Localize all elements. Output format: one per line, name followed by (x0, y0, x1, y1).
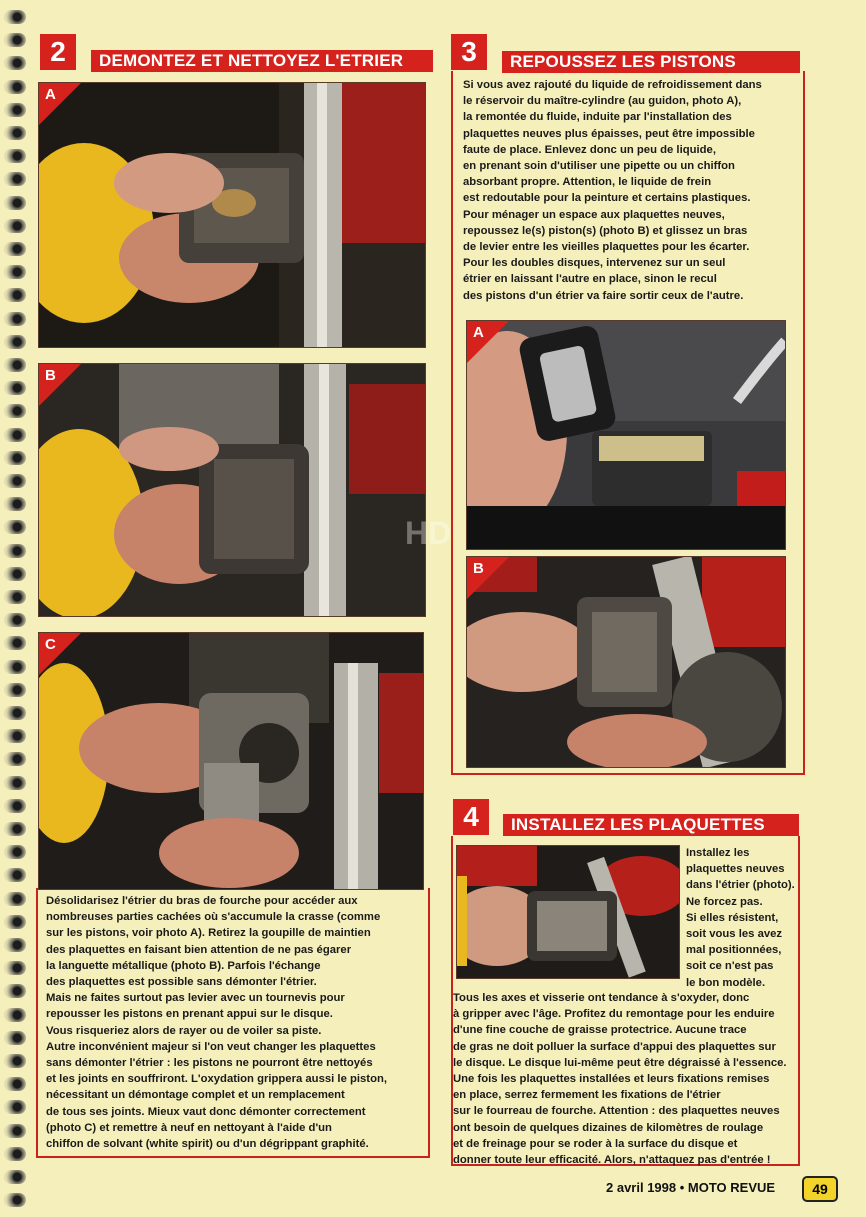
spiral-ring (4, 80, 26, 94)
spiral-ring (4, 33, 26, 47)
spiral-ring (4, 1077, 26, 1091)
text-line: des pistons d'un étrier va faire sortir ceux de l'autre. (463, 289, 744, 302)
photo-2a (38, 82, 426, 348)
spiral-ring (4, 706, 26, 720)
text-line: Une fois les plaquettes installées et leurs fixations remises (453, 1073, 770, 1086)
spiral-binding (0, 0, 30, 1217)
spiral-ring (4, 1008, 26, 1022)
photo-3b-corner (467, 557, 509, 599)
text-line: et les joints en souffriront. L'oxydation grippera aussi le piston, (46, 1073, 388, 1086)
spiral-ring (4, 1031, 26, 1045)
step-2-title: DEMONTEZ ET NETTOYEZ L'ETRIER (91, 50, 433, 72)
footer-issue: 2 avril 1998 • MOTO REVUE (606, 1180, 776, 1195)
text-line: le réservoir du maître-cylindre (au guidon, photo A), (463, 95, 742, 108)
step-2-number: 2 (40, 34, 76, 70)
step-4-number: 4 (453, 799, 489, 835)
spiral-ring (4, 10, 26, 24)
text-line: le disque. Le disque lui-même peut être dégraissé à l'essence. (453, 1056, 787, 1069)
text-line: nécessitant un démontage complet et un remplacement (46, 1089, 345, 1102)
text-line: la remontée du fluide, induite par l'installation des (463, 111, 732, 124)
spiral-ring (4, 892, 26, 906)
spiral-ring (4, 451, 26, 465)
text-line: faute de place. Enlevez donc un peu de liquide, (463, 143, 716, 156)
text-line: en prenant soin d'utiliser une pipette ou un chiffon (463, 160, 735, 173)
text-line: absorbant propre. Attention, le liquide de frein (463, 176, 712, 189)
text-line: d'une fine couche de graisse protectrice. Aucune trace (453, 1024, 747, 1037)
text-line: des plaquettes en faisant bien attention de ne pas égarer (46, 943, 352, 956)
spiral-ring (4, 1147, 26, 1161)
text-line: nombreuses parties cachées où s'accumule la crasse (comme (46, 911, 381, 924)
spiral-ring (4, 1193, 26, 1207)
spiral-ring (4, 126, 26, 140)
text-line: Mais ne faites surtout pas levier avec un tournevis pour (46, 992, 345, 1005)
spiral-ring (4, 567, 26, 581)
photo-2c-label: C (45, 636, 56, 653)
spiral-ring (4, 1170, 26, 1184)
spiral-ring (4, 729, 26, 743)
text-line: et de freinage pour se roder à la surface du disque et (453, 1137, 738, 1150)
spiral-ring (4, 961, 26, 975)
spiral-ring (4, 799, 26, 813)
spiral-ring (4, 660, 26, 674)
spiral-ring (4, 404, 26, 418)
spiral-ring (4, 428, 26, 442)
text-line: Vous risqueriez alors de rayer ou de voiler sa piste. (46, 1024, 322, 1037)
photo-3b (466, 556, 786, 768)
spiral-ring (4, 938, 26, 952)
text-line: Désolidarisez l'étrier du bras de fourche pour accéder aux (46, 895, 358, 907)
spiral-ring (4, 868, 26, 882)
photo-3a-label: A (473, 324, 484, 341)
spiral-ring (4, 1100, 26, 1114)
photo-2a-label: A (45, 86, 56, 103)
spiral-ring (4, 149, 26, 163)
step-3-title: REPOUSSEZ LES PISTONS (502, 51, 800, 73)
text-line: la languette métallique (photo B). Parfois l'échange (46, 959, 321, 972)
step-4-body (453, 990, 798, 1168)
photo-4 (456, 845, 680, 979)
text-line: Tous les axes et visserie ont tendance à s'oxyder, donc (453, 992, 750, 1004)
text-line: étrier en laissant l'autre en place, sinon le recul (463, 273, 717, 286)
text-line: en place, serrez fermement les fixations de l'étrier (453, 1089, 721, 1102)
text-line: de tous ses joints. Mieux vaut donc démonter correctement (46, 1105, 366, 1118)
spiral-ring (4, 56, 26, 70)
step-4-side-text (686, 845, 796, 991)
text-line: des plaquettes est possible sans démonter l'étrier. (46, 976, 317, 989)
text-line: plaquettes neuves (686, 863, 785, 876)
photo-2b-label: B (45, 367, 56, 384)
text-line: ont besoin de quelques dizaines de kilomètres de roulage (453, 1121, 764, 1134)
photo-2c-corner (39, 633, 81, 675)
text-line: de levier entre les vieilles plaquettes pour les écarter. (463, 241, 750, 254)
text-line: chiffon de solvant (white spirit) ou d'un dégrippant graphité. (46, 1138, 369, 1151)
spiral-ring (4, 1124, 26, 1138)
spiral-ring (4, 358, 26, 372)
watermark-logo: HD (405, 515, 452, 551)
text-line: de gras ne doit polluer la surface d'appui des plaquettes sur (453, 1040, 776, 1053)
text-line: repoussez le(s) piston(s) (photo B) et glissez un bras (463, 224, 748, 237)
spiral-ring (4, 196, 26, 210)
photo-3a-corner (467, 321, 509, 363)
text-line: sur le fourreau de fourche. Attention : des plaquettes neuves (453, 1105, 780, 1118)
photo-3a (466, 320, 786, 550)
spiral-ring (4, 288, 26, 302)
spiral-ring (4, 822, 26, 836)
spiral-ring (4, 544, 26, 558)
text-line: Installez les (686, 847, 750, 859)
text-line: Ne forcez pas. (686, 895, 763, 908)
spiral-ring (4, 984, 26, 998)
text-line: est redoutable pour la peinture et certains plastiques. (463, 192, 751, 205)
text-line: sans démonter l'étrier : les pistons ne pourront être nettoyés (46, 1057, 373, 1070)
spiral-ring (4, 636, 26, 650)
text-line: Pour ménager un espace aux plaquettes neuves, (463, 208, 725, 221)
spiral-ring (4, 103, 26, 117)
spiral-ring (4, 242, 26, 256)
step-4-title: INSTALLEZ LES PLAQUETTES (503, 814, 799, 836)
spiral-ring (4, 683, 26, 697)
text-line: donner toute leur efficacité. Alors, n'attaquez pas d'entrée ! (453, 1154, 771, 1167)
spiral-ring (4, 172, 26, 186)
spiral-ring (4, 613, 26, 627)
text-line: le bon modèle. (686, 976, 766, 989)
spiral-ring (4, 520, 26, 534)
spiral-ring (4, 381, 26, 395)
spiral-ring (4, 752, 26, 766)
text-line: (photo C) et remettre à neuf en nettoyant à l'aide d'un (46, 1121, 332, 1134)
text-line: Si elles résistent, (686, 911, 779, 924)
spiral-ring (4, 915, 26, 929)
spiral-ring (4, 474, 26, 488)
text-line: Si vous avez rajouté du liquide de refroidissement dans (463, 79, 762, 91)
text-line: plaquettes neuves plus épaisses, peut être impossible (463, 127, 755, 140)
photo-3b-label: B (473, 560, 484, 577)
spiral-ring (4, 776, 26, 790)
spiral-ring (4, 497, 26, 511)
text-line: soit vous les avez (686, 928, 783, 941)
photo-2c (38, 632, 424, 890)
text-line: sur les pistons, voir photo A). Retirez la goupille de maintien (46, 927, 371, 940)
spiral-ring (4, 335, 26, 349)
spiral-ring (4, 219, 26, 233)
spiral-ring (4, 1054, 26, 1068)
text-line: soit ce n'est pas (686, 960, 774, 973)
spiral-ring (4, 265, 26, 279)
photo-2a-corner (39, 83, 81, 125)
spiral-ring (4, 845, 26, 859)
page-number-badge: 49 (802, 1176, 838, 1202)
step-3-body (463, 77, 798, 304)
photo-2b-corner (39, 364, 81, 406)
spiral-ring (4, 590, 26, 604)
text-line: Autre inconvénient majeur si l'on veut changer les plaquettes (46, 1040, 376, 1053)
spiral-ring (4, 312, 26, 326)
text-line: repousser les pistons en prenant appui sur le disque. (46, 1008, 333, 1021)
photo-2b (38, 363, 426, 617)
text-line: dans l'étrier (photo). (686, 879, 795, 892)
text-line: à gripper avec l'âge. Profitez du remontage pour les enduire (453, 1008, 775, 1021)
text-line: Pour les doubles disques, intervenez sur un seul (463, 257, 726, 270)
step-2-body (46, 893, 424, 1152)
step-3-number: 3 (451, 34, 487, 70)
text-line: mal positionnées, (686, 944, 782, 957)
